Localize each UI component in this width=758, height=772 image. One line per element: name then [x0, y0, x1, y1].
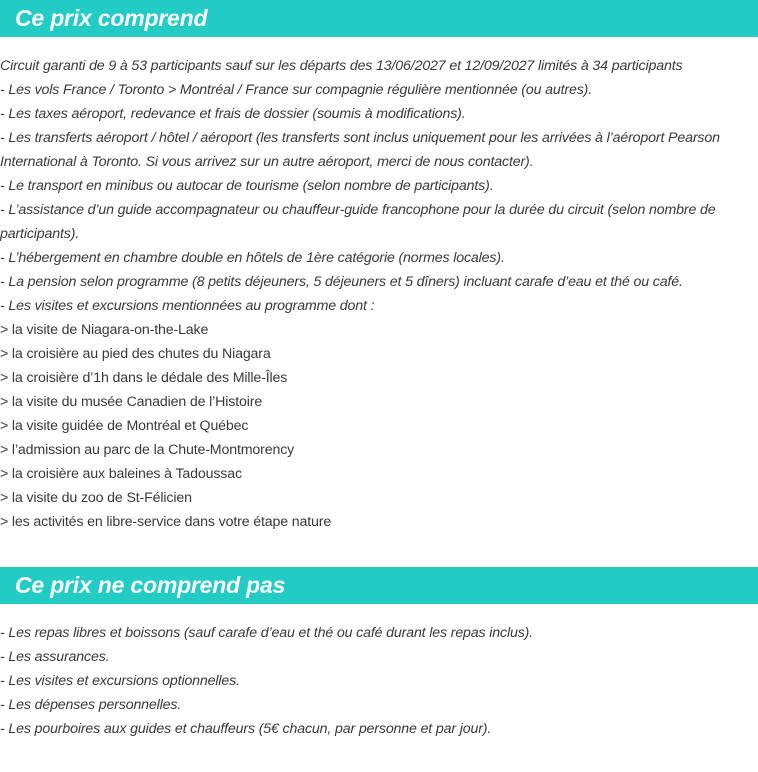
included-item: Circuit garanti de 9 à 53 participants sauf sur les départs des 13/06/2027 et 12/09/2027 limités à 34 participants	[0, 58, 683, 74]
included-item: > la visite du musée Canadien de l’Histoire	[0, 394, 263, 410]
excludes-title: Ce prix ne comprend pas	[15, 572, 286, 598]
included-item: > la croisière aux baleines à Tadoussac	[0, 466, 242, 482]
included-item: - Le transport en minibus ou autocar de tourisme (selon nombre de participants).	[0, 178, 494, 194]
excludes-list	[0, 604, 758, 741]
excluded-item: - Les visites et excursions optionnelles.	[0, 673, 240, 689]
included-item: > la visite du zoo de St-Félicien	[0, 490, 192, 506]
included-item: - L’assistance d’un guide accompagnateur ou chauffeur-guide francophone pour la durée du circuit (selon nombre de participants).	[0, 202, 716, 242]
included-item: - Les taxes aéroport, redevance et frais de dossier (soumis à modifications).	[0, 106, 466, 122]
includes-title: Ce prix comprend	[15, 5, 208, 31]
included-item: > les activités en libre-service dans votre étape nature	[0, 514, 332, 530]
excluded-item: - Les dépenses personnelles.	[0, 697, 182, 713]
includes-header	[0, 0, 758, 37]
excluded-item: - Les assurances.	[0, 649, 110, 665]
included-item: - Les visites et excursions mentionnées au programme dont :	[0, 298, 375, 314]
included-item: - La pension selon programme (8 petits déjeuners, 5 déjeuners et 5 dîners) incluant carafe d’eau et thé ou café.	[0, 274, 683, 290]
excluded-item: - Les repas libres et boissons (sauf carafe d’eau et thé ou café durant les repas inclus).	[0, 625, 534, 641]
includes-list	[0, 37, 758, 567]
excludes-header	[0, 567, 758, 604]
included-item: > la visite de Niagara-on-the-Lake	[0, 322, 209, 338]
included-item: > la croisière d’1h dans le dédale des Mille-Îles	[0, 370, 288, 386]
included-item: > la visite guidée de Montréal et Québec	[0, 418, 249, 434]
included-item: - Les vols France / Toronto > Montréal / France sur compagnie régulière mentionnée (ou autres).	[0, 82, 593, 98]
included-item: - L’hébergement en chambre double en hôtels de 1ère catégorie (normes locales).	[0, 250, 505, 266]
included-item: > l’admission au parc de la Chute-Montmorency	[0, 442, 295, 458]
excluded-item: - Les pourboires aux guides et chauffeurs (5€ chacun, par personne et par jour).	[0, 721, 492, 737]
included-item: > la croisière au pied des chutes du Niagara	[0, 346, 271, 362]
included-item: - Les transferts aéroport / hôtel / aéroport (les transferts sont inclus uniquement pour les arrivées à l’aéroport Pearson International à Toronto. Si vous arrivez sur un autre aéroport, merci de nous contacter).	[0, 130, 720, 170]
